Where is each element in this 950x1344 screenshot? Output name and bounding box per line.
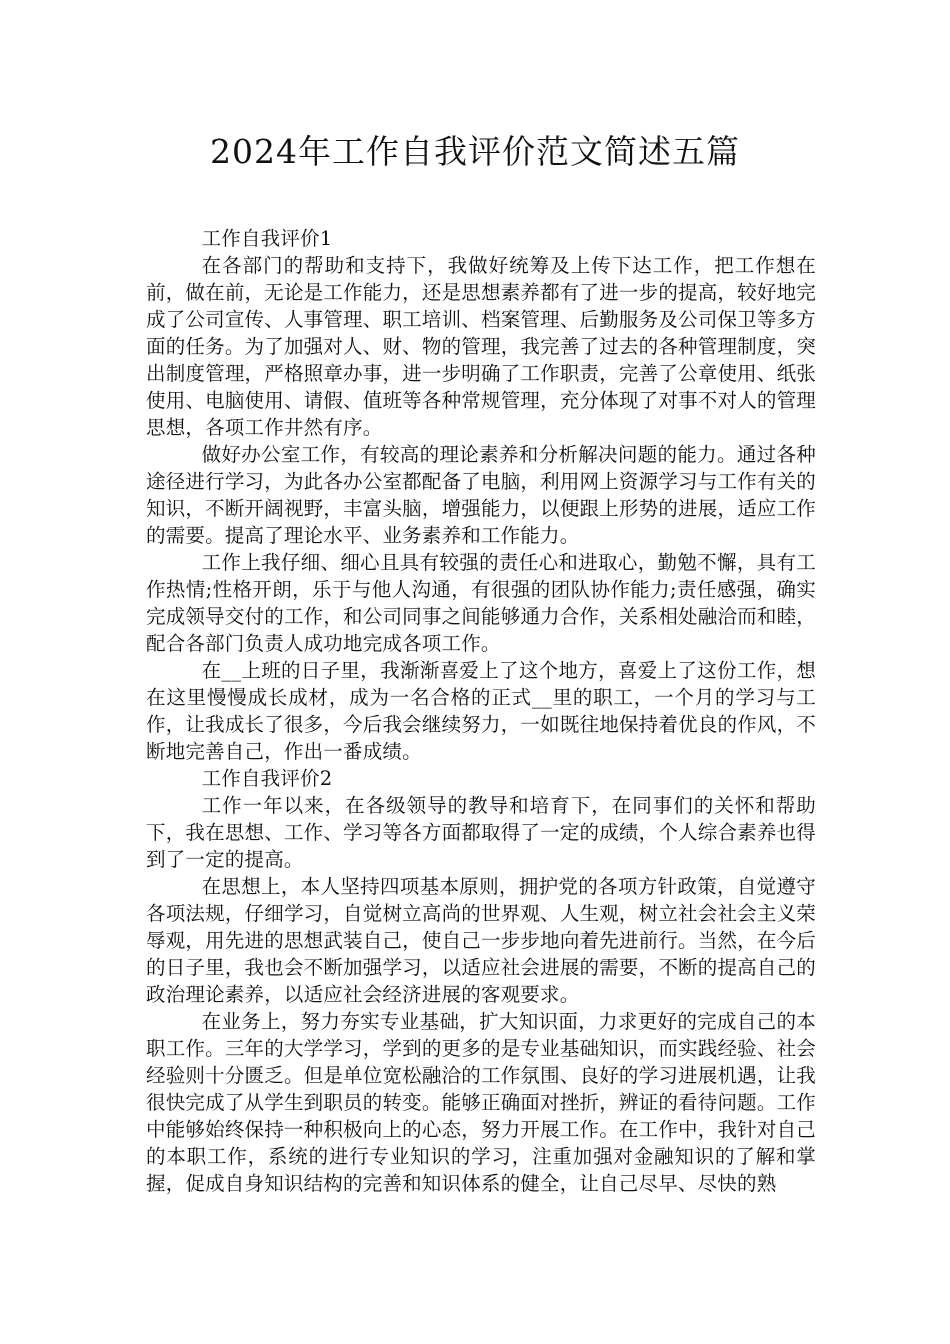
section xyxy=(146,765,816,1197)
section-heading: 工作自我评价2 xyxy=(201,767,333,790)
paragraph: 在业务上，努力夯实专业基础，扩大知识面，力求更好的完成自己的本职工作。三年的大学学习，学到的更多的是专业基础知识，而实践经验、社会经验则十分匮乏。但是单位宽松融洽的工作氛围、良好的学习进展机遇，让我很快完成了从学生到职员的转变。能够正确面对挫折，辨证的看待问题。工作中能够始终保持一种积极向上的心态，努力开展工作。在工作中，我针对自己的本职工作，系统的进行专业知识的学习，注重加强对金融知识的了解和掌握，促成自身知识结构的完善和知识体系的健全，让自己尽早、尽快的熟 xyxy=(146,1010,816,1195)
paragraph: 在各部门的帮助和支持下，我做好统筹及上传下达工作，把工作想在前，做在前，无论是工作能力，还是思想素养都有了进一步的提高，较好地完成了公司宣传、人事管理、职工培训、档案管理、后勤服务及公司保卫等多方面的任务。为了加强对人、财、物的管理，我完善了过去的各种管理制度，突出制度管理，严格照章办事，进一步明确了工作职责，完善了公章使用、纸张使用、电脑使用、请假、值班等各种常规管理，充分体现了对事不对人的管理思想，各项工作井然有序。 xyxy=(146,254,816,439)
document-title: 2024年工作自我评价范文简述五篇 xyxy=(210,132,740,171)
paragraph: 工作一年以来，在各级领导的教导和培育下，在同事们的关怀和帮助下，我在思想、工作、学习等各方面都取得了一定的成绩，个人综合素养也得到了一定的提高。 xyxy=(146,794,816,871)
paragraph: 在思想上，本人坚持四项基本原则，拥护党的各项方针政策，自觉遵守各项法规，仔细学习，自觉树立高尚的世界观、人生观，树立社会社会主义荣辱观，用先进的思想武装自己，使自己一步步地向着先进前行。当然，在今后的日子里，我也会不断加强学习，以适应社会进展的需要，不断的提高自己的政治理论素养，以适应社会经济进展的客观要求。 xyxy=(146,875,816,1006)
document-body xyxy=(146,225,816,1197)
paragraph: 在__上班的日子里，我渐渐喜爱上了这个地方，喜爱上了这份工作，想在这里慢慢成长成材，成为一名合格的正式__里的职工，一个月的学习与工作，让我成长了很多，今后我会继续努力，一如既往地保持着优良的作风，不断地完善自己，作出一番成绩。 xyxy=(146,659,816,763)
paragraph: 做好办公室工作，有较高的理论素养和分析解决问题的能力。通过各种途径进行学习，为此各办公室都配备了电脑，利用网上资源学习与工作有关的知识，不断开阔视野，丰富头脑，增强能力，以便跟上形势的进展，适应工作的需要。提高了理论水平、业务素养和工作能力。 xyxy=(146,443,816,547)
section-heading: 工作自我评价1 xyxy=(201,227,333,250)
section xyxy=(146,225,816,765)
paragraph: 工作上我仔细、细心且具有较强的责任心和进取心，勤勉不懈，具有工作热情;性格开朗，乐于与他人沟通，有很强的团队协作能力;责任感强，确实完成领导交付的工作，和公司同事之间能够通力合作，关系相处融洽而和睦，配合各部门负责人成功地完成各项工作。 xyxy=(146,551,816,655)
